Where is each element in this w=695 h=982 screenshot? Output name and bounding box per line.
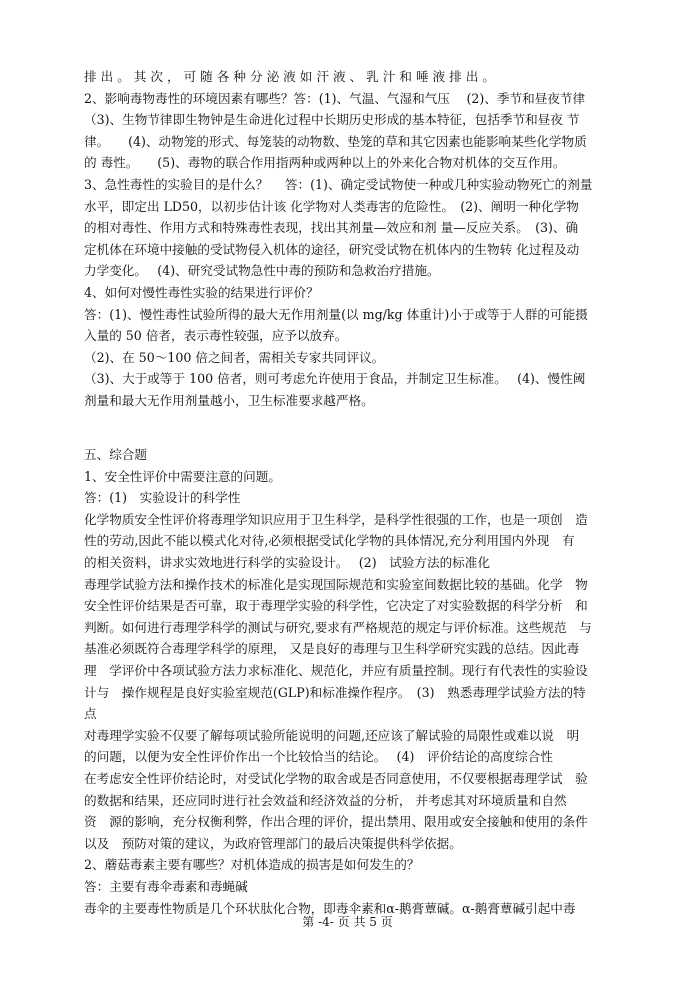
text-line: （3)、大于或等于 100 倍者，则可考虑允许使用于食品，并制定卫生标准。 (4)、慢性阈: [84, 371, 586, 387]
text-line: 的 毒性。 (5)、毒物的联合作用指两种或两种以上的外来化合物对机体的交互作用。: [84, 155, 566, 171]
text-line: 性的劳动,因此不能以模式化对待,必须根据受试化学物的具体情况,充分利用国内外现 有: [84, 533, 575, 549]
text-line: 以及 预防对策的建议，为政府管理部门的最后决策提供科学依据。: [84, 835, 462, 851]
text-line: 水平，即定出 LD50，以初步估计该 化学物对人类毒害的危险性。 (2)、阐明一种化学物: [84, 198, 579, 214]
question-4-line: 4、如何对慢性毒性实验的结果进行评价？: [84, 284, 319, 300]
text-line: 判断。如何进行毒理学科学的测试与研究,要求有严格规范的规定与评价标准。这些规范 与: [84, 619, 592, 635]
text-line: 的问题，以便为安全性评价作出一个比较恰当的结论。 (4) 评价结论的高度综合性: [84, 749, 553, 765]
text-line: 安全性评价结果是否可靠，取于毒理学实验的科学性，它决定了对实验数据的科学分析 和: [84, 598, 588, 614]
text-line: 入量的 50 倍者，表示毒性较强，应予以放弃。: [84, 328, 348, 344]
text-line: 答：主要有毒伞毒素和毒蝇碱: [84, 878, 248, 894]
text-line: 的相关资料，讲求实效地进行科学的实验设计。 (2) 试验方法的标准化: [84, 555, 490, 571]
section-heading: 五、综合题: [84, 447, 147, 463]
blank-line: [84, 412, 634, 434]
text-line: 剂量和最大无作用剂量越小，卫生标准要求越严格。: [84, 392, 374, 408]
text-line: 资 源的影响，充分权衡利弊，作出合理的评价，提出禁用、限用或安全接触和使用的条件: [84, 814, 588, 830]
text-line: 基准必须既符合毒理学科学的原理， 又是良好的毒理与卫生科学研究实践的总结。因此毒: [84, 641, 580, 657]
text-line: 的相对毒性、作用方式和特殊毒性表现，找出其剂量—效应和剂 量—反应关系。 (3)、确: [84, 220, 579, 236]
page-body: [84, 66, 634, 919]
text-line: 答：(1)、慢性毒性试验所得的最大无作用剂量(以 mg/kg 体重计)小于或等于人群的可能摄: [84, 306, 588, 322]
page-footer: 第 -4- 页 共 5 页: [302, 915, 393, 929]
text-line: 排 出 。 其 次 ， 可 随 各 种 分 泌 液 如 汗 液 、 乳 汁 和 唾 液 排 出 。: [84, 69, 495, 84]
text-line: 理 学评价中各项试验方法力求标准化、规范化，并应有质量控制。现行有代表性的实验设: [84, 663, 588, 679]
text-line: 化学物质安全性评价将毒理学知识应用于卫生科学，是科学性很强的工作，也是一项创 造: [84, 511, 588, 527]
question-3-line: 3、急性毒性的实验目的是什么？ 答：(1)、确定受试物使一种或几种实验动物死亡的剂量: [84, 176, 593, 192]
text-line: 计与 操作规程是良好实验室规范(GLP)和标准操作程序。 (3) 熟悉毒理学试验方法的特: [84, 684, 586, 700]
text-line: 的数据和结果，还应同时进行社会效益和经济效益的分析， 并考虑其对环境质量和自然: [84, 792, 567, 808]
question-2b-line: 2、蘑菇毒素主要有哪些？对机体造成的损害是如何发生的？: [84, 857, 420, 873]
text-line: 定机体在环境中接触的受试物侵入机体的途径，研究受试物在机体内的生物转 化过程及动: [84, 241, 580, 257]
text-line: （3)、生物节律即生物钟是生命进化过程中长期历史形成的基本特征，包括季节和昼夜 节: [84, 112, 580, 128]
question-2-line: 2、影响毒物毒性的环境因素有哪些？答：(1)、气温、气湿和气压 (2)、季节和昼夜节律: [84, 90, 586, 106]
text-line: 在考虑安全性评价结论时，对受试化学物的取舍或是否同意使用，不仅要根据毒理学试 验: [84, 771, 588, 786]
text-line: 对毒理学实验不仅要了解每项试验所能说明的问题,还应该了解试验的局限性或难以说 明: [84, 727, 580, 743]
text-line: 毒理学试验方法和操作技术的标准化是实现国际规范和实验室间数据比较的基础。化学 物: [84, 576, 588, 592]
text-line: 律。 (4)、动物笼的形式、每笼装的动物数、垫笼的草和其它因素也能影响某些化学物质: [84, 133, 587, 149]
question-1-line: 1、安全性评价中需要注意的问题。: [84, 468, 281, 484]
text-line: 毒伞的主要毒性物质是几个环状肽化合物，即毒伞素和α-鹅膏蕈碱。α-鹅膏蕈碱引起中毒: [84, 900, 576, 916]
text-line: 力学变化。 (4)、研究受试物急性中毒的预防和急救治疗措施。: [84, 263, 440, 279]
text-line: 点: [84, 706, 97, 722]
text-line: （2)、在 50～100 倍之间者，需相关专家共同评议。: [84, 349, 385, 365]
text-line: 答：(1) 实验设计的科学性: [84, 490, 241, 506]
